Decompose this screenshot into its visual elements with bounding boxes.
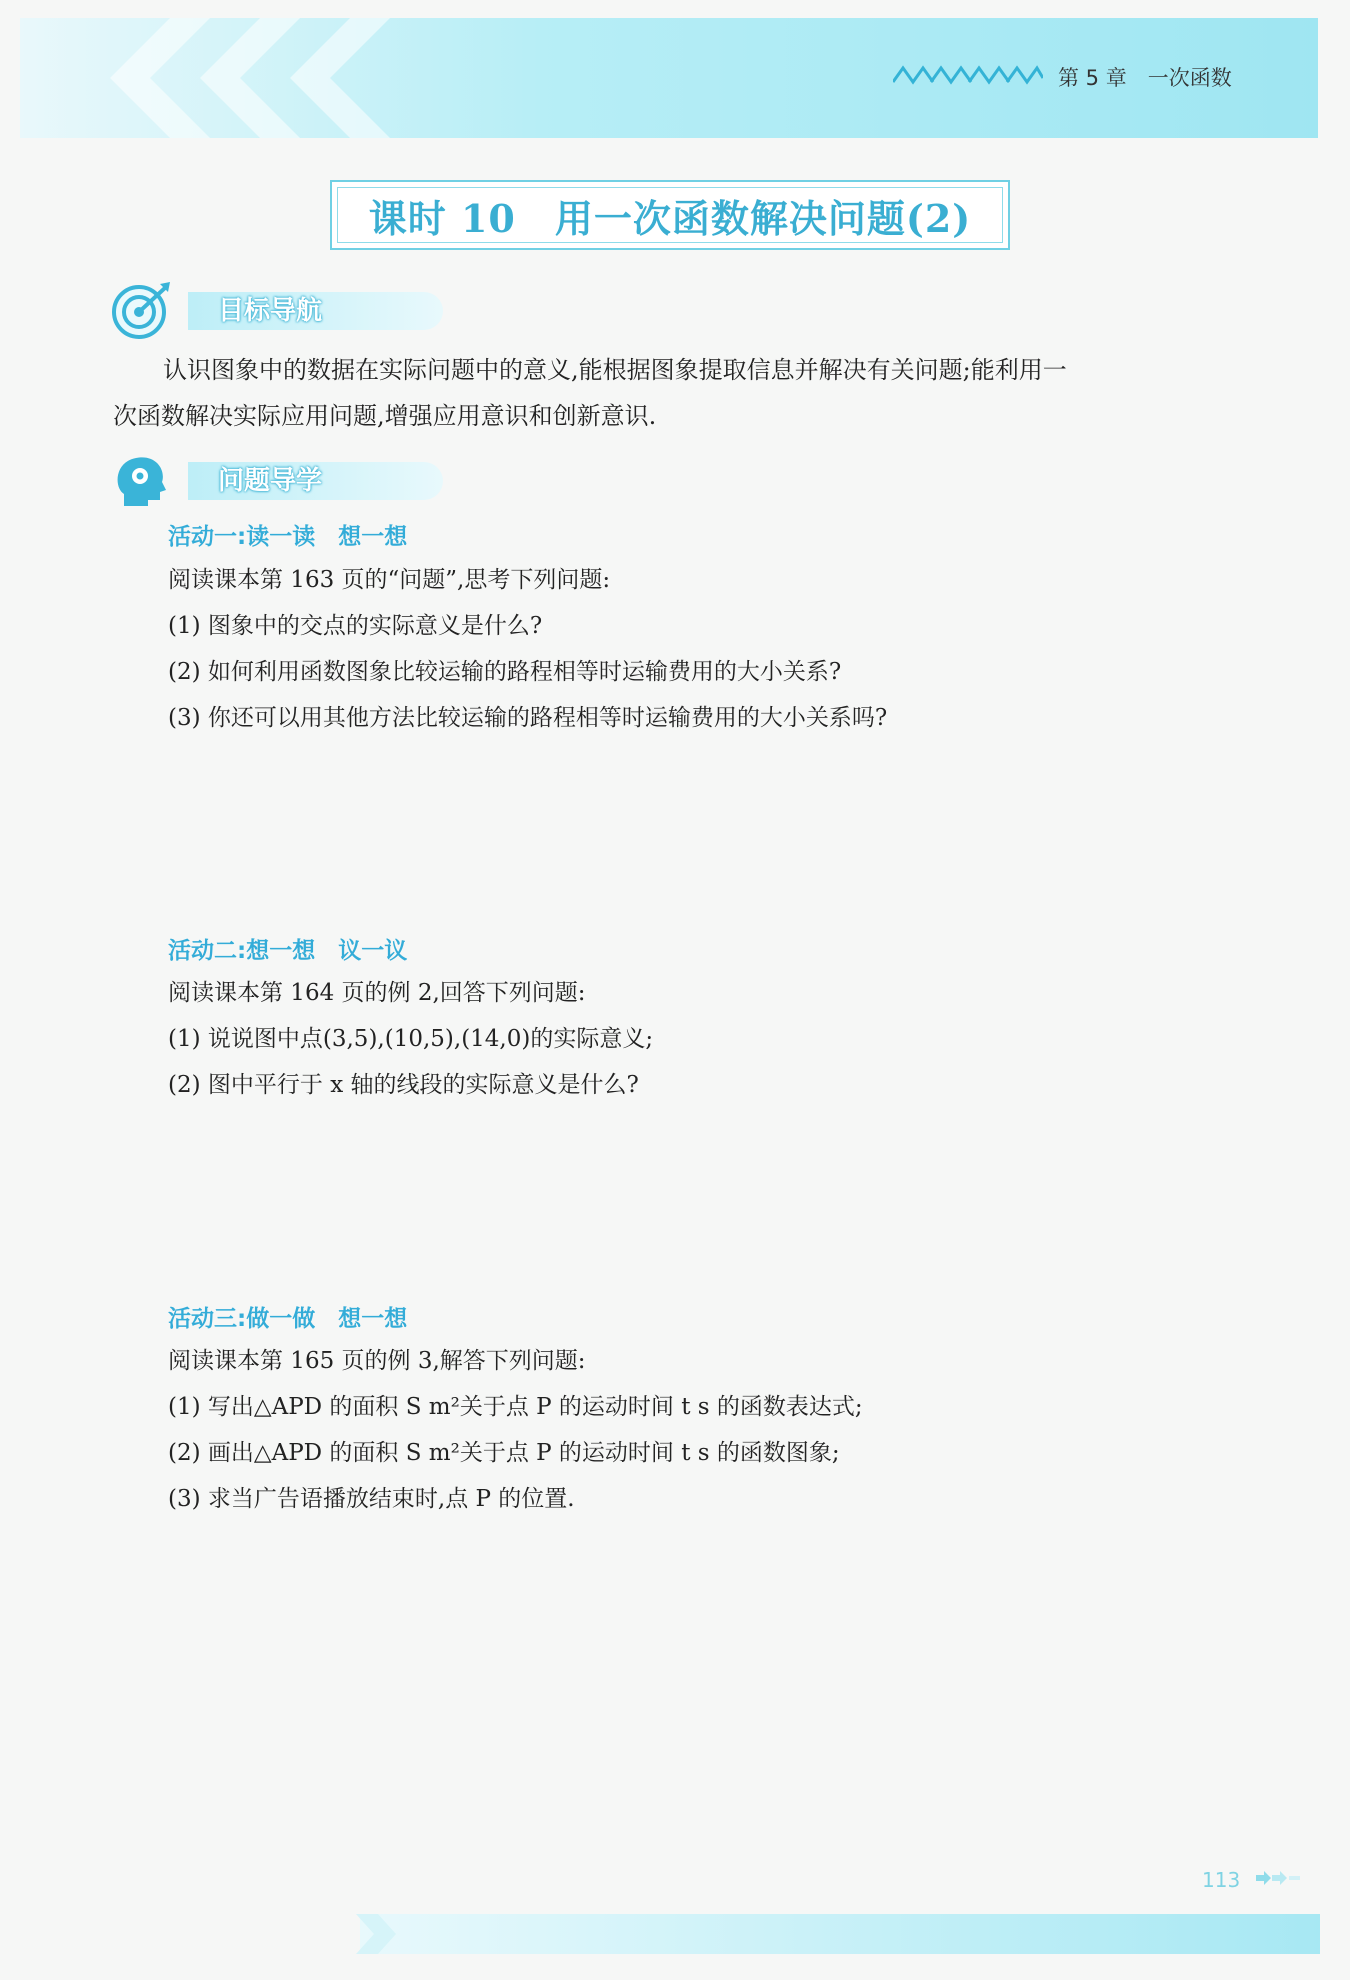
activity-3-title: 活动三:做一做 想一想 [168, 1306, 408, 1332]
mountain-decoration-icon [893, 64, 1043, 86]
activity-line: (2) 如何利用函数图象比较运输的路程相等时运输费用的大小关系? [168, 659, 842, 685]
activity-line: (2) 画出△APD 的面积 S m²关于点 P 的运动时间 t s 的函数图象; [168, 1440, 840, 1466]
footer-band [360, 1914, 1320, 1954]
activity-line: (1) 说说图中点(3,5),(10,5),(14,0)的实际意义; [168, 1026, 654, 1052]
guide-badge-label: 问题导学 [188, 462, 443, 500]
activity-3-body [168, 1338, 1268, 1522]
footer-chevron-icon [356, 1914, 396, 1954]
head-gear-icon [110, 452, 174, 510]
activity-line: (1) 写出△APD 的面积 S m²关于点 P 的运动时间 t s 的函数表达式; [168, 1394, 863, 1420]
goal-badge-label: 目标导航 [188, 292, 443, 330]
activity-2-title: 活动二:想一想 议一议 [168, 938, 408, 964]
lesson-title: 课时 10 用一次函数解决问题(2) [368, 195, 972, 241]
goal-line: 认识图象中的数据在实际问题中的意义,能根据图象提取信息并解决有关问题;能利用一 [163, 356, 1067, 384]
chapter-label: 第 5 章 一次函数 [1058, 66, 1232, 90]
activity-line: (1) 图象中的交点的实际意义是什么? [168, 613, 543, 639]
goal-line: 次函数解决实际应用问题,增强应用意识和创新意识. [113, 402, 657, 430]
activity-line: (3) 你还可以用其他方法比较运输的路程相等时运输费用的大小关系吗? [168, 705, 888, 731]
page-number: 113 [1202, 1868, 1241, 1892]
chevron-decoration-icon [110, 18, 430, 138]
activity-line: (2) 图中平行于 x 轴的线段的实际意义是什么? [168, 1072, 639, 1098]
activity-line: 阅读课本第 164 页的例 2,回答下列问题: [168, 980, 586, 1006]
goal-paragraph [113, 347, 1233, 439]
activity-line: 阅读课本第 165 页的例 3,解答下列问题: [168, 1348, 586, 1374]
activity-2-body [168, 970, 1268, 1108]
lesson-title-frame [337, 187, 1003, 243]
target-icon [110, 282, 174, 340]
page-arrows-icon [1256, 1870, 1300, 1886]
activity-line: (3) 求当广告语播放结束时,点 P 的位置. [168, 1486, 575, 1512]
activity-1-title: 活动一:读一读 想一想 [168, 524, 408, 550]
activity-line: 阅读课本第 163 页的“问题”,思考下列问题: [168, 567, 611, 593]
activity-1-body [168, 557, 1268, 741]
lesson-title-box [330, 180, 1010, 250]
